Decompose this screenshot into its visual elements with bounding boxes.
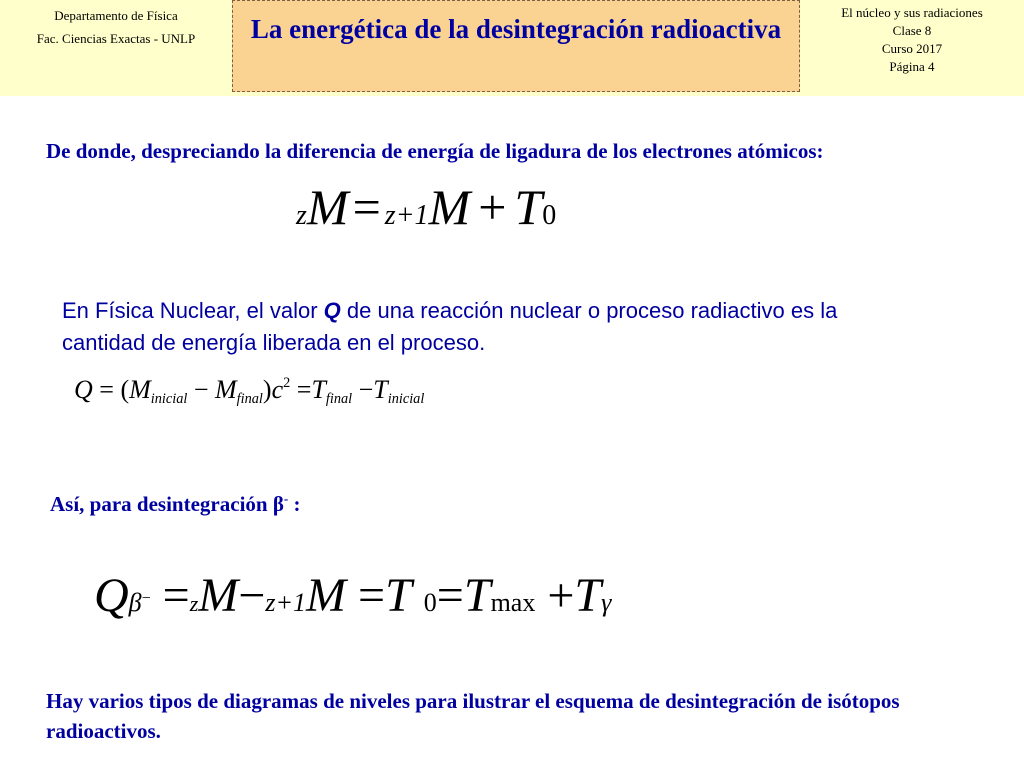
header-faculty: Fac. Ciencias Exactas - UNLP — [36, 31, 196, 46]
eq1-t: T — [514, 179, 543, 235]
eq2-open-paren: ( — [120, 375, 130, 404]
eq3-tmax: T — [463, 569, 491, 622]
eq3-equals-3: = — [436, 569, 464, 622]
header-course-info — [800, 4, 1024, 76]
eq3-equals: = — [162, 569, 190, 622]
eq1-prefix-z1: z+1 — [384, 200, 429, 231]
eq3-q-sub-minus: − — [141, 590, 151, 607]
header-page: Página 4 — [889, 59, 935, 74]
equation-mass-relation — [296, 178, 556, 236]
eq1-plus: + — [478, 179, 507, 235]
eq2-c: c — [271, 375, 284, 404]
eq3-tgamma-sub: γ — [601, 588, 612, 617]
eq2-c-squared: 2 — [283, 374, 291, 391]
eq1-mass-parent: M — [306, 179, 349, 235]
paragraph-level-diagrams: Hay varios tipos de diagramas de niveles para ilustrar el esquema de desintegración de isótopos radioactivos. — [46, 689, 900, 743]
eq2-minus: − — [193, 375, 209, 404]
beta-text: Así, para desintegración β — [50, 492, 284, 516]
paragraph-intro: De donde, despreciando la diferencia de energía de ligadura de los electrones atómicos: — [46, 139, 824, 163]
eq2-t-sub-final: final — [325, 391, 353, 407]
eq2-t-sub-inicial: inicial — [387, 391, 425, 407]
eq3-prefix-z1: z+1 — [265, 588, 307, 617]
eq2-t-initial: T — [373, 375, 388, 404]
slide-title: La energética de la desintegración radioactiva — [232, 0, 800, 92]
equation-q-value — [74, 375, 424, 405]
eq2-q: Q — [74, 375, 93, 404]
eq2-m-final: M — [215, 375, 237, 404]
eq1-equals: = — [352, 179, 381, 235]
header-class: Clase 8 — [892, 23, 932, 38]
eq1-t-subscript: 0 — [542, 200, 557, 231]
eq3-minus: − — [238, 569, 266, 622]
eq3-m-parent: M — [198, 569, 239, 622]
eq3-prefix-z: z — [189, 591, 199, 616]
paragraph-beta-minus — [50, 484, 550, 519]
beta-colon: : — [288, 492, 301, 516]
eq2-m-initial: M — [129, 375, 151, 404]
header-course: Curso 2017 — [881, 41, 943, 56]
eq1-prefix-z: z — [296, 200, 307, 231]
q-def-symbol: Q — [323, 298, 341, 323]
q-def-pre: En Física Nuclear, el valor — [62, 298, 324, 323]
eq1-mass-daughter: M — [428, 179, 471, 235]
header-topic: El núcleo y sus radiaciones — [841, 5, 983, 20]
eq2-equals-2: = — [296, 375, 312, 404]
eq3-q-sub-beta: β — [128, 588, 142, 617]
eq3-tgamma: T — [574, 569, 602, 622]
eq3-equals-2: = — [358, 569, 386, 622]
eq3-tmax-sub: max — [490, 588, 536, 617]
header-institution — [0, 4, 232, 50]
q-def-post: de una reacción nuclear o proceso radiactivo es la cantidad de energía liberada en el proceso. — [62, 298, 838, 355]
eq2-sub-inicial: inicial — [150, 391, 188, 407]
eq3-t: T — [385, 569, 412, 622]
equation-beta-q — [94, 568, 611, 623]
eq3-plus: + — [547, 569, 575, 622]
eq2-t-final: T — [311, 375, 326, 404]
eq2-minus-2: − — [358, 375, 374, 404]
paragraph-q-definition — [62, 295, 922, 359]
beta-superscript: - — [283, 491, 289, 506]
eq3-t-sub-0: 0 — [423, 588, 437, 617]
header-department: Departamento de Física — [54, 8, 178, 23]
eq2-sub-final: final — [236, 391, 263, 407]
eq2-close-paren: ) — [262, 375, 272, 404]
eq2-equals: = — [99, 375, 114, 404]
eq3-m-daughter: M — [306, 569, 347, 622]
eq3-q: Q — [94, 569, 129, 622]
slide-header — [0, 0, 1024, 96]
